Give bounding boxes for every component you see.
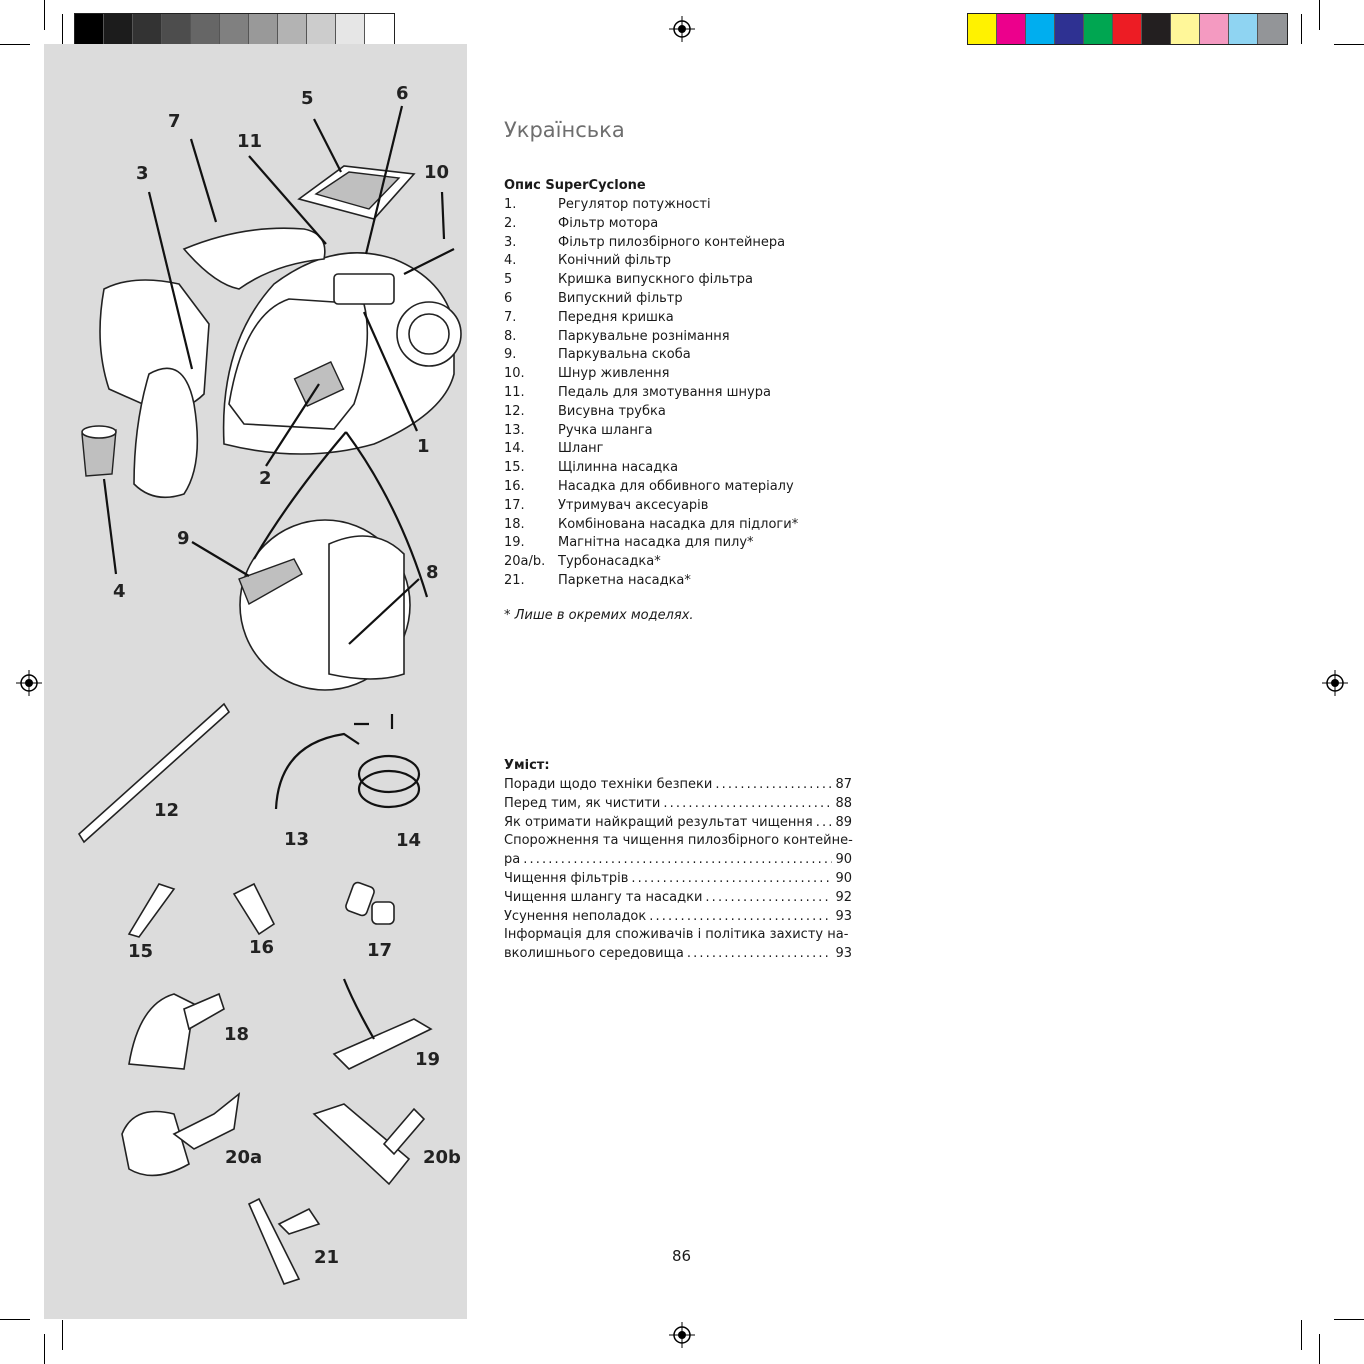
part-item bbox=[504, 422, 904, 441]
callout-5: 5 bbox=[301, 88, 314, 109]
contents-heading: Уміст: bbox=[504, 758, 550, 773]
part-item bbox=[504, 440, 904, 459]
toc-page-number: 88 bbox=[835, 795, 852, 811]
callout-17: 17 bbox=[367, 940, 393, 961]
callout-11: 11 bbox=[237, 131, 263, 152]
part-label: Фільтр пилозбірного контейнера bbox=[558, 234, 786, 250]
toc-leader-dots bbox=[660, 795, 832, 814]
combination-floor-nozzle bbox=[129, 994, 194, 1069]
color-swatch bbox=[162, 14, 191, 44]
part-label: Випускний фільтр bbox=[558, 290, 683, 306]
part-label: Шнур живлення bbox=[558, 366, 670, 382]
part-label: Паркувальна скоба bbox=[558, 347, 691, 363]
part-item bbox=[504, 346, 904, 365]
toc-item[interactable] bbox=[504, 889, 852, 908]
color-swatch bbox=[191, 14, 220, 44]
color-swatch bbox=[1084, 14, 1113, 44]
color-swatch bbox=[336, 14, 365, 44]
part-label: Магнітна насадка для пилу* bbox=[558, 535, 754, 551]
crop-mark bbox=[62, 1320, 63, 1350]
part-number: 8. bbox=[504, 328, 517, 344]
part-number: 17. bbox=[504, 497, 525, 513]
toc-leader-dots bbox=[520, 851, 832, 870]
part-label: Конічний фільтр bbox=[558, 253, 672, 269]
hose bbox=[359, 756, 419, 792]
part-item bbox=[504, 365, 904, 384]
toc-item[interactable] bbox=[504, 814, 852, 833]
callout-9: 9 bbox=[177, 528, 190, 549]
color-swatch bbox=[75, 14, 104, 44]
language-title: Українська bbox=[504, 118, 625, 142]
dust-container bbox=[100, 280, 209, 497]
part-number: 7. bbox=[504, 309, 517, 325]
callout-18: 18 bbox=[224, 1024, 250, 1045]
toc-leader-dots bbox=[712, 776, 832, 795]
part-number: 4. bbox=[504, 253, 517, 269]
callout-4: 4 bbox=[113, 581, 126, 602]
part-label: Передня кришка bbox=[558, 309, 674, 325]
part-number: 9. bbox=[504, 347, 517, 363]
part-number: 21. bbox=[504, 572, 525, 588]
part-number: 3. bbox=[504, 234, 517, 250]
crop-mark bbox=[0, 1319, 30, 1320]
part-label: Турбонасадка* bbox=[558, 554, 661, 570]
part-number: 6 bbox=[504, 290, 513, 306]
toc-item-text: Як отримати найкращий результат чищення bbox=[504, 814, 813, 830]
part-label: Педаль для змотування шнура bbox=[558, 384, 771, 400]
crop-mark bbox=[1319, 0, 1320, 30]
toc-item-text-line: Інформація для споживачів і політика захисту на- bbox=[504, 927, 849, 943]
color-swatch bbox=[1200, 14, 1229, 44]
part-number: 5 bbox=[504, 272, 513, 288]
callout-1: 1 bbox=[417, 436, 430, 457]
color-swatch bbox=[249, 14, 278, 44]
color-swatch bbox=[1171, 14, 1200, 44]
toc-item-text: ра bbox=[504, 852, 521, 868]
callout-20a: 20a bbox=[225, 1147, 263, 1168]
toc-leader-dots bbox=[628, 870, 832, 889]
toc-page-number: 90 bbox=[835, 870, 852, 886]
part-number: 14. bbox=[504, 441, 525, 457]
part-number: 1. bbox=[504, 197, 517, 212]
part-label: Висувна трубка bbox=[558, 403, 666, 419]
table-of-contents bbox=[504, 776, 852, 964]
callout-12: 12 bbox=[154, 800, 180, 821]
extension-tube bbox=[79, 704, 229, 842]
color-swatch bbox=[365, 14, 394, 44]
part-item bbox=[504, 553, 904, 572]
footnote: * Лише в окремих моделях. bbox=[504, 608, 694, 623]
toc-leader-dots bbox=[646, 908, 832, 927]
part-number: 15. bbox=[504, 460, 525, 476]
registration-mark-icon bbox=[669, 16, 695, 42]
part-item bbox=[504, 403, 904, 422]
toc-page-number: 89 bbox=[835, 814, 852, 830]
parquet-nozzle bbox=[249, 1199, 299, 1284]
toc-item-text: Усунення неполадок bbox=[504, 908, 647, 924]
parts-list bbox=[504, 196, 904, 591]
part-number: 18. bbox=[504, 516, 525, 532]
part-item bbox=[504, 290, 904, 309]
toc-item[interactable] bbox=[504, 945, 852, 964]
hose-handle bbox=[276, 734, 359, 809]
part-number: 12. bbox=[504, 403, 525, 419]
grayscale-color-bar bbox=[74, 13, 395, 45]
crop-mark bbox=[1301, 1320, 1302, 1350]
part-label: Фільтр мотора bbox=[558, 215, 659, 231]
color-swatch bbox=[133, 14, 162, 44]
part-label: Щілинна насадка bbox=[558, 460, 679, 476]
part-item bbox=[504, 534, 904, 553]
exhaust-filter-cover bbox=[299, 166, 414, 219]
part-number: 11. bbox=[504, 384, 525, 400]
part-number: 13. bbox=[504, 422, 525, 438]
part-item bbox=[504, 478, 904, 497]
callout-19: 19 bbox=[415, 1049, 441, 1070]
part-number: 10. bbox=[504, 366, 525, 382]
color-swatch bbox=[278, 14, 307, 44]
toc-item[interactable] bbox=[504, 795, 852, 814]
cone-filter bbox=[82, 426, 116, 476]
toc-page-number: 93 bbox=[835, 946, 852, 962]
callout-16: 16 bbox=[249, 937, 275, 958]
toc-leader-dots bbox=[702, 889, 832, 908]
color-swatch bbox=[307, 14, 336, 44]
crop-mark bbox=[44, 1334, 45, 1364]
part-label: Шланг bbox=[558, 441, 604, 457]
part-label: Насадка для оббивного матеріалу bbox=[558, 478, 794, 494]
turbo-nozzle-a bbox=[122, 1112, 189, 1176]
toc-page-number: 87 bbox=[835, 777, 852, 792]
part-item bbox=[504, 252, 904, 271]
callout-20b: 20b bbox=[423, 1147, 461, 1168]
part-item bbox=[504, 309, 904, 328]
crop-mark bbox=[0, 44, 30, 45]
part-item bbox=[504, 459, 904, 478]
color-swatch bbox=[1026, 14, 1055, 44]
color-swatch bbox=[997, 14, 1026, 44]
toc-leader-dots bbox=[684, 945, 832, 964]
registration-mark-icon bbox=[1322, 670, 1348, 696]
toc-page-number: 92 bbox=[835, 889, 852, 905]
crop-mark bbox=[44, 0, 45, 30]
vacuum-parts-illustration bbox=[44, 44, 467, 1319]
crop-mark bbox=[1334, 44, 1364, 45]
toc-item-text: Чищення шлангу та насадки bbox=[504, 889, 703, 905]
vacuum-body bbox=[224, 253, 461, 454]
toc-item-text-line: Спорожнення та чищення пилозбірного контейне- bbox=[504, 833, 853, 849]
callout-8: 8 bbox=[426, 562, 439, 583]
part-label: Паркувальне рознімання bbox=[558, 328, 730, 344]
toc-item-text: Поради щодо техніки безпеки bbox=[504, 777, 713, 792]
callout-7: 7 bbox=[168, 111, 181, 132]
accessory-holder bbox=[345, 881, 394, 924]
part-number: 19. bbox=[504, 535, 525, 551]
part-label: Комбінована насадка для підлоги* bbox=[558, 516, 799, 532]
power-cord bbox=[404, 249, 454, 274]
callout-2: 2 bbox=[259, 468, 272, 489]
crop-mark bbox=[1319, 1334, 1320, 1364]
upholstery-nozzle bbox=[234, 884, 274, 934]
part-item bbox=[504, 234, 904, 253]
part-item bbox=[504, 215, 904, 234]
part-number: 16. bbox=[504, 478, 525, 494]
crop-mark bbox=[1334, 1319, 1364, 1320]
part-item bbox=[504, 572, 904, 591]
description-heading: Опис SuperCyclone bbox=[504, 178, 646, 193]
color-swatch bbox=[1113, 14, 1142, 44]
color-swatch bbox=[1142, 14, 1171, 44]
part-item bbox=[504, 271, 904, 290]
toc-item[interactable] bbox=[504, 851, 852, 870]
color-swatch bbox=[1229, 14, 1258, 44]
part-item bbox=[504, 196, 904, 215]
part-item bbox=[504, 516, 904, 535]
crevice-nozzle bbox=[129, 884, 174, 937]
callout-14: 14 bbox=[396, 830, 422, 851]
registration-mark-icon bbox=[16, 670, 42, 696]
crop-mark bbox=[1301, 14, 1302, 44]
callout-10: 10 bbox=[424, 162, 450, 183]
callout-15: 15 bbox=[128, 941, 154, 962]
toc-page-number: 93 bbox=[835, 908, 852, 924]
color-swatch bbox=[104, 14, 133, 44]
process-color-bar bbox=[967, 13, 1288, 45]
callout-3: 3 bbox=[136, 163, 149, 184]
registration-mark-icon bbox=[669, 1322, 695, 1348]
page-number: 86 bbox=[672, 1247, 692, 1265]
toc-item[interactable] bbox=[504, 908, 852, 927]
toc-item-text: Перед тим, як чистити bbox=[504, 795, 661, 811]
color-swatch bbox=[968, 14, 997, 44]
part-item bbox=[504, 497, 904, 516]
part-number: 2. bbox=[504, 215, 517, 231]
part-label: Паркетна насадка* bbox=[558, 572, 691, 588]
part-label: Ручка шланга bbox=[558, 422, 653, 438]
callout-21: 21 bbox=[314, 1247, 340, 1268]
callout-13: 13 bbox=[284, 829, 310, 850]
toc-item[interactable] bbox=[504, 870, 852, 889]
color-swatch bbox=[1258, 14, 1287, 44]
toc-leader-dots bbox=[813, 814, 832, 833]
part-number: 20a/b. bbox=[504, 554, 546, 570]
part-label: Утримувач аксесуарів bbox=[558, 497, 709, 513]
toc-item-text: вколишнього середовища bbox=[504, 946, 684, 962]
color-swatch bbox=[1055, 14, 1084, 44]
part-label: Кришка випускного фільтра bbox=[558, 272, 753, 288]
toc-page-number: 90 bbox=[835, 852, 852, 868]
toc-item-text: Чищення фільтрів bbox=[504, 870, 629, 886]
color-swatch bbox=[220, 14, 249, 44]
part-item bbox=[504, 384, 904, 403]
toc-item[interactable] bbox=[504, 776, 852, 795]
part-item bbox=[504, 328, 904, 347]
part-label: Регулятор потужності bbox=[558, 197, 711, 212]
crop-mark bbox=[62, 14, 63, 44]
callout-6: 6 bbox=[396, 83, 409, 104]
